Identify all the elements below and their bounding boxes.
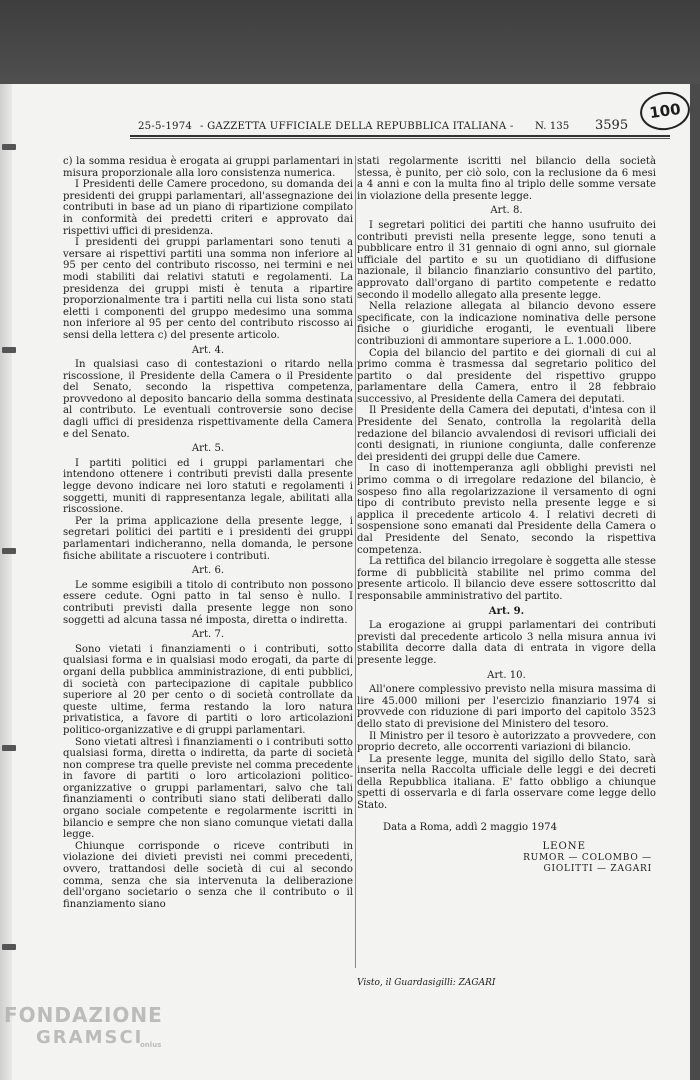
paragraph: Le somme esigibili a titolo di contributo non possono essere cedute. Ogni patto in tal senso è nullo. I contributi previsti dalla presente legge non sono soggetti ad alcuna tassa né imposta, diretta o indiretta. [63, 579, 353, 626]
binder-mark [2, 144, 16, 150]
paragraph: stati regolarmente iscritti nel bilancio della società stessa, è punito, per ciò solo, con la reclusione da 6 mesi a 4 anni e con la multa fino al triplo delle somme versate in violazione della presente legge. [357, 156, 656, 202]
visto-line: Visto, il Guardasigilli: ZAGARI [357, 978, 496, 988]
header-rule-thin [130, 138, 670, 139]
paragraph: La presente legge, munita del sigillo dello Stato, sarà inserita nella Raccolta ufficiale delle leggi e dei decreti della Repubblica italiana. E' fatto obbligo a chiunque spetti di osservarla e di farla osservare come legge dello Stato. [357, 753, 656, 812]
paragraph: Sono vietati i finanziamenti o i contributi, sotto qualsiasi forma e in qualsiasi modo erogati, da parte di organi della pubblica amministrazione, di enti pubblici, di società con partecipazione di capitale pubblico superiore al 20 per cento o di società controllate da queste ultime, ferma restando la loro natura privatistica, a favore di partiti o loro articolazioni politico-organizzative e di gruppi parlamentari. [63, 643, 353, 736]
header-rule [130, 135, 670, 137]
signature-ministers-1: RUMOR — COLOMBO — [523, 852, 652, 863]
paragraph: La erogazione ai gruppi parlamentari dei contributi previsti dal precedente articolo 3 nella misura annua ivi stabilita decorre dalla data di entrata in vigore della presente legge. [357, 620, 656, 666]
article-heading: Art. 6. [191, 565, 225, 577]
binder-mark [2, 548, 16, 554]
article-heading: Art. 9. [488, 605, 525, 617]
article-heading: Art. 5. [191, 443, 225, 455]
article-heading: Art. 8. [490, 205, 523, 217]
right-column [357, 156, 656, 876]
article-heading: Art. 4. [191, 344, 225, 356]
paragraph: Nella relazione allegata al bilancio devono essere specificate, con la indicazione nominativa delle persone fisiche o giuridiche eroganti, le eventuali libere contribuzioni di ammontare superiore a L. 1.000.000. [357, 301, 656, 347]
article-heading: Art. 7. [191, 629, 225, 641]
left-column [63, 156, 353, 910]
paragraph: Il Ministro per il tesoro è autorizzato a provvedere, con proprio decreto, alle occorrenti variazioni di bilancio. [357, 730, 656, 754]
header-page-number: 3595 [595, 118, 629, 133]
signature-ministers-2: GIOLITTI — ZAGARI [543, 864, 652, 875]
binder-mark [2, 745, 16, 751]
paragraph: In qualsiasi caso di contestazioni o ritardo nella riscossione, il Presidente della Camera o il Presidente del Senato, secondo la rispettiva competenza, provvedono al deposito bancario della somma destinata al contributo. Le eventuali controversie sono decise dagli uffici di presidenza rispettivamente della Camera e del Senato. [63, 359, 353, 440]
document-page [12, 84, 690, 1080]
paragraph: I partiti politici ed i gruppi parlamentari che intendono ottenere i contributi previsti dalla presente legge devono indicare nei loro statuti e regolamenti i soggetti, muniti di rappresentanza legale, abilitati alla riscossione. [63, 457, 353, 516]
scan-paper-edge [0, 84, 12, 1080]
paragraph: Chiunque corrisponde o riceve contributi in violazione dei divieti previsti nei commi precedenti, ovvero, trattandosi delle società di cui al secondo comma, senza che sia intervenuta la deliberazione dell'organo societario o senza che il contributo o il finanziamento siano [63, 840, 353, 910]
paragraph: Il Presidente della Camera dei deputati, d'intesa con il Presidente del Senato, controlla la regolarità della redazione del bilancio avvalendosi di revisori ufficiali dei conti designati, in riunione congiunta, dalle conferenze dei presidenti dei gruppi delle due Camere. [357, 405, 656, 463]
paragraph: Copia del bilancio del partito e dei giornali di cui al primo comma è trasmessa dal segretario politico del partito o dal presidente del rispettivo gruppo parlamentare della Camera, entro il 28 febbraio successivo, al Presidente della Camera dei deputati. [357, 347, 656, 405]
paragraph: All'onere complessivo previsto nella misura massima di lire 45.000 milioni per l'esercizio finanziario 1974 si provvede con riduzione di pari importo del capitolo 3523 dello stato di previsione del Ministero del tesoro. [357, 684, 656, 730]
paragraph: I segretari politici dei partiti che hanno usufruito dei contributi previsti nella presente legge, sono tenuti a pubblicare entro il 31 gennaio di ogni anno, sul giornale ufficiale del partito e su un quotidiano di diffusione nazionale, il bilancio finanziario consuntivo del partito, approvato dall'organo di partito competente e redatto secondo il modello allegato alla presente legge. [357, 219, 656, 301]
paragraph: In caso di inottemperanza agli obblighi previsti nel primo comma o di irregolare redazione del bilancio, è sospeso fino alla regolarizzazione il versamento di ogni tipo di contributo previsto nella presente legge e si applica il precedente articolo 4. I relativi decreti di sospensione sono emanati dal Presidente della Camera o dal Presidente del Senato, secondo la rispettiva competenza. [357, 463, 656, 556]
watermark-logo [4, 1003, 163, 1048]
binder-mark [2, 347, 16, 353]
signature-block [357, 822, 656, 876]
header-title: - GAZZETTA UFFICIALE DELLA REPUBBLICA ITALIANA - [200, 121, 514, 132]
paragraph: Per la prima applicazione della presente legge, i segretari politici dei partiti e i presidenti dei gruppi parlamentari indicheranno, nella domanda, le persone fisiche abilitate a riscuotere i contributi. [63, 515, 353, 562]
scan-background-top [0, 0, 700, 84]
signature-date: Data a Roma, addì 2 maggio 1974 [383, 821, 558, 833]
binder-mark [2, 944, 16, 950]
article-heading: Art. 10. [487, 669, 526, 681]
right-column-body [357, 156, 656, 812]
watermark-line2: GRAMSCI [36, 1027, 144, 1048]
signature-signer: LEONE [542, 841, 586, 853]
paragraph: La rettifica del bilancio irregolare è soggetta alle stesse forme di pubblicità stabilite nel primo comma del presente articolo. Il bilancio deve essere sottoscritto dal responsabile amministrativo del partito. [357, 556, 656, 602]
paragraph: I presidenti dei gruppi parlamentari sono tenuti a versare ai rispettivi partiti una somma non inferiore al 95 per cento del contributo riscosso, nei termini e nei modi stabiliti dai relativi statuti e regolamenti. La presidenza dei gruppi misti è tenuta a ripartire proporzionalmente tra i partiti nella cui lista sono stati eletti i componenti del gruppo medesimo una somma non inferiore al 95 per cento del contributo riscosso ai sensi della lettera c) del presente articolo. [63, 237, 353, 341]
watermark-line1: FONDAZIONE [4, 1003, 163, 1027]
paragraph: Sono vietati altresì i finanziamenti o i contributi sotto qualsiasi forma, diretta o indiretta, da parte di società non comprese tra quelle previste nel comma precedente in favore di partiti o loro articolazioni politico-organizzative o gruppi parlamentari, salvo che tali finanziamenti o contributi siano stati deliberati dallo organo sociale competente e regolarmente iscritti in bilancio e sempre che non siano comunque vietati dalla legge. [63, 736, 353, 841]
paragraph: c) la somma residua è erogata ai gruppi parlamentari in misura proporzionale alla loro consistenza numerica. [63, 156, 353, 179]
paragraph: I Presidenti delle Camere procedono, su domanda dei presidenti dei gruppi parlamentari, all'assegnazione dei contributi in base ad un piano di ripartizione compilato in conformità dei predetti criteri e approvato dai rispettivi uffici di presidenza. [63, 179, 353, 237]
header-issue-number-text: N. 135 [535, 121, 570, 132]
page-stamp: 100 [638, 89, 690, 134]
header-date: 25-5-1974 [138, 121, 193, 132]
watermark-line3: onlus [140, 1041, 162, 1049]
column-divider [355, 156, 356, 968]
